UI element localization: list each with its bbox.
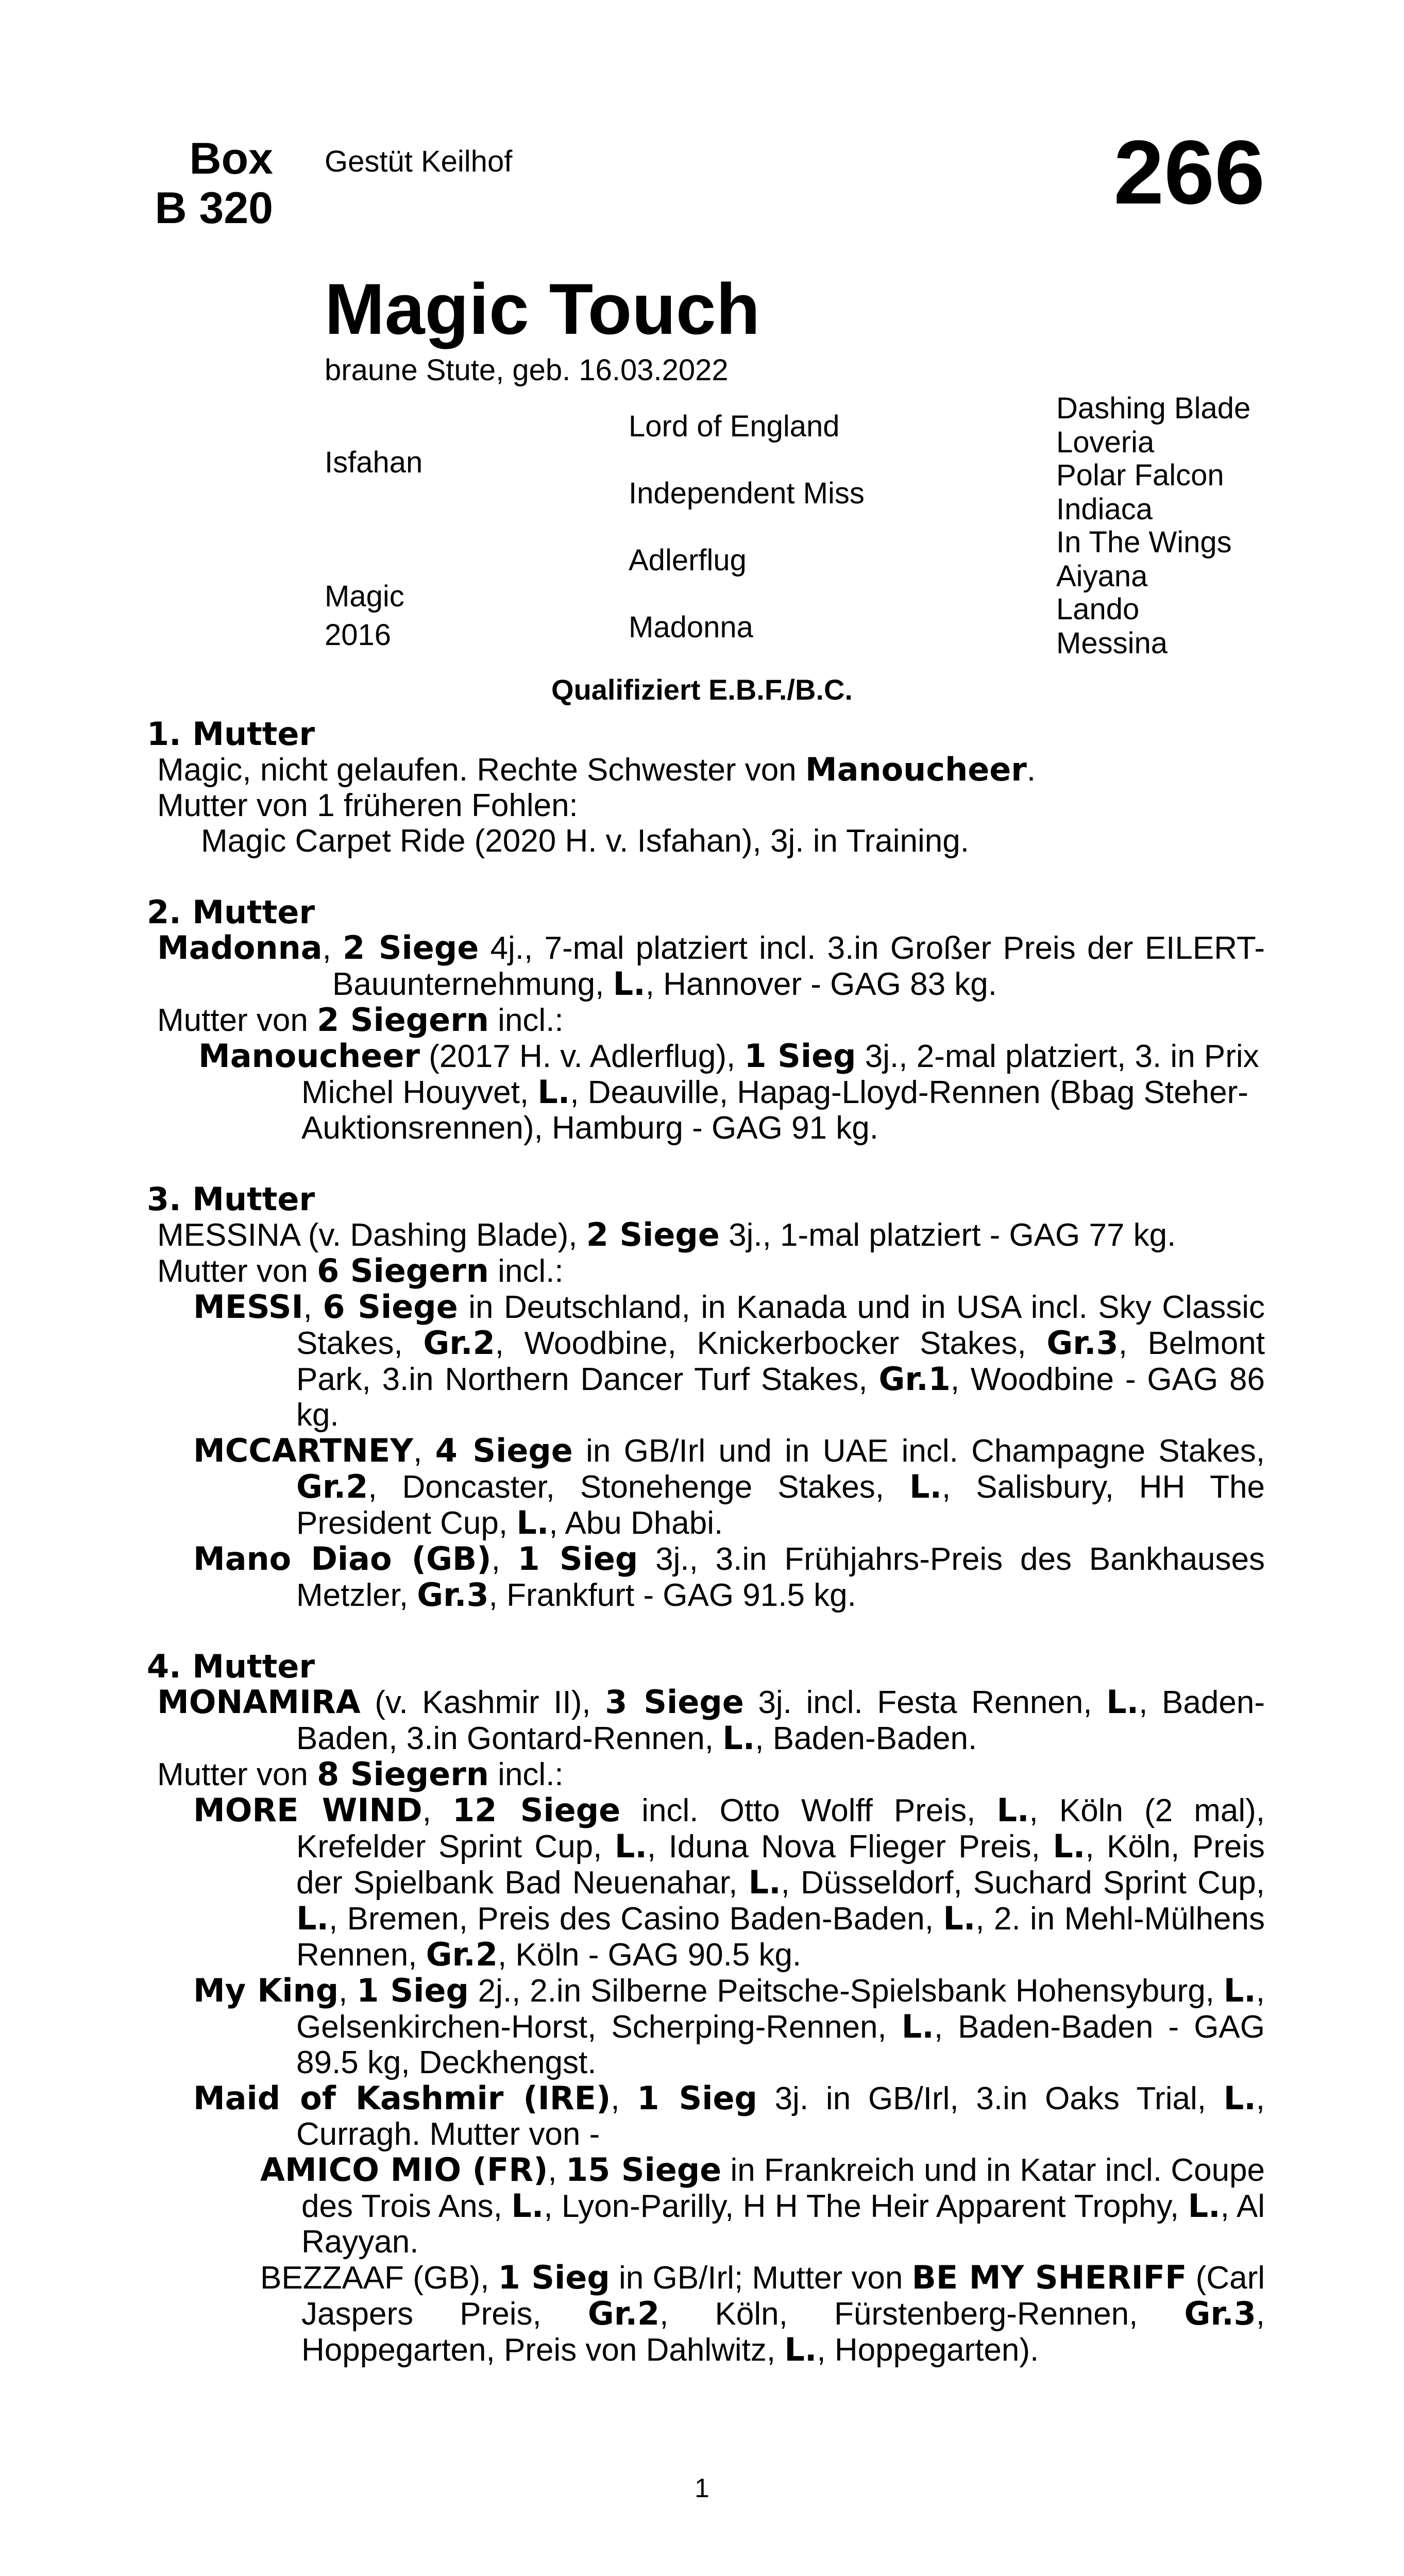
listed: L. — [614, 1827, 647, 1865]
offspring-name: Maid of Kashmir (IRE) — [193, 2079, 611, 2117]
listed: L. — [901, 2008, 934, 2045]
text: , Salisbury, HH The President Cup, — [296, 1469, 1265, 1541]
pedigree-g3-8: Messina — [1056, 626, 1168, 660]
text: , Köln - GAG 90.5 kg. — [497, 1937, 802, 1973]
text: Magic, nicht gelaufen. Rechte Schwester von — [157, 752, 805, 788]
offspring-name: Mano Diao (GB) — [193, 1540, 492, 1578]
text: , Woodbine - GAG 86 kg. — [296, 1362, 1265, 1433]
horse-description: braune Stute, geb. 16.03.2022 — [325, 353, 729, 387]
text: 3j., 2-mal platziert, 3. in Prix Michel Houyvet, — [301, 1039, 1259, 1110]
third-dam-produce — [147, 1253, 1265, 1289]
lot-number: 266 — [1113, 122, 1265, 223]
wins: 4 Siege — [435, 1432, 573, 1469]
second-dam-produce — [147, 1002, 1265, 1038]
winners-count: 8 Siegern — [317, 1755, 489, 1793]
pedigree-g3-6: Aiyana — [1056, 560, 1148, 593]
wins: 1 Sieg — [637, 2079, 757, 2117]
wins: 6 Siege — [323, 1288, 458, 1326]
text: , Woodbine, Knickerbocker Stakes, — [495, 1326, 1047, 1361]
group: Gr.2 — [426, 1936, 498, 1973]
pedigree-g3-1: Dashing Blade — [1056, 392, 1251, 425]
third-dam-heading: 3. Mutter — [147, 1180, 315, 1218]
group: Gr.2 — [587, 2295, 660, 2332]
first-dam-line-1 — [147, 752, 1265, 788]
wins: 12 Siege — [452, 1791, 621, 1829]
group: Gr.2 — [423, 1324, 495, 1362]
winners-count: 2 Siegern — [317, 1001, 489, 1039]
offspring-name: MCCARTNEY — [193, 1432, 414, 1469]
text: (2017 H. v. Adlerflug), — [419, 1039, 745, 1074]
pedigree-dam-dam: Madonna — [629, 611, 753, 644]
fourth-dam-heading: 4. Mutter — [147, 1648, 315, 1685]
fourth-dam-section — [147, 1649, 1265, 2368]
text: 3j., 3.in Frühjahrs-Preis des Bankhauses Metzler, — [296, 1541, 1265, 1613]
fourth-dam-offspring-3: Maid of Kashmir (IRE), 1 Sieg 3j. in GB/Irl, 3.in Oaks Trial, L., Curragh. Mutter von - — [193, 2079, 1265, 2152]
listed: L. — [784, 2331, 817, 2368]
wins: 2 Siege — [586, 1216, 720, 1253]
sibling-name: Manoucheer — [805, 751, 1027, 788]
first-dam-section — [147, 716, 1265, 859]
text: , Lyon-Parilly, H H The Heir Apparent Trophy, — [544, 2189, 1188, 2224]
pedigree-g3-4: Indiaca — [1056, 493, 1153, 526]
text: Mutter von — [157, 1003, 317, 1038]
second-dam-heading: 2. Mutter — [147, 893, 315, 931]
text: , Doncaster, Stonehenge Stakes, — [368, 1469, 909, 1505]
text: , Al Rayyan. — [301, 2189, 1265, 2260]
text: incl.: — [488, 1253, 564, 1289]
dam-name: MONAMIRA — [157, 1683, 361, 1721]
text: incl. Otto Wolff Preis, — [620, 1793, 997, 1828]
text: 2j., 2.in Silberne Peitsche-Spielsbank Hohensyburg, — [468, 1973, 1224, 2009]
listed: L. — [909, 1468, 942, 1505]
text: . — [1026, 752, 1036, 788]
text: , Hoppegarten). — [817, 2332, 1039, 2368]
first-dam-heading: 1. Mutter — [147, 715, 315, 753]
listed: L. — [511, 2187, 544, 2225]
text: 4j., 7-mal platziert incl. 3.in Großer Preis der EILERT-Bauunternehmung, — [332, 930, 1265, 1002]
first-dam-foal: Magic Carpet Ride (2020 H. v. Isfahan), 3j. in Training. — [201, 823, 969, 859]
listed: L. — [537, 1073, 570, 1111]
offspring-name: My King — [193, 1972, 339, 2009]
text: , Gelsenkirchen-Horst, Scherping-Rennen, — [296, 1973, 1265, 2045]
text: , Düsseldorf, Suchard Sprint Cup, — [781, 1865, 1265, 1901]
box-label — [129, 134, 273, 233]
text: in Frankreich und in Katar incl. Coupe des Trois Ans, — [301, 2153, 1265, 2224]
third-dam-record — [147, 1217, 1265, 1253]
pedigree-sire: Isfahan — [325, 446, 423, 479]
wins: 1 Sieg — [357, 1972, 469, 2009]
text: , Curragh. Mutter von - — [296, 2081, 1265, 2152]
pedigree-sire-dam: Independent Miss — [629, 477, 865, 510]
fourth-dam-produce — [147, 1756, 1265, 1792]
second-dam-record: Madonna, 2 Siege 4j., 7-mal platziert incl. 3.in Großer Preis der EILERT-Bauunternehmung, L., Hannover - GAG 83 kg. — [157, 929, 1265, 1003]
grandoffspring-name: BE MY SHERIFF — [911, 2259, 1187, 2296]
text: , Baden-Baden - GAG 89.5 kg, Deckhengst. — [296, 2009, 1265, 2080]
fourth-dam-grandoffspring-1: AMICO MIO (FR), 15 Siege in Frankreich und in Katar incl. Coupe des Trois Ans, L., Lyon-Parilly, H H The Heir Apparent Trophy, L., Al Rayyan. — [260, 2151, 1265, 2260]
page-number: 1 — [695, 2473, 709, 2503]
pedigree-dam: Magic — [325, 580, 404, 613]
text: , Köln, Preis der Spielbank Bad Neuenahar, — [296, 1829, 1265, 1901]
listed: L. — [1106, 1683, 1139, 1721]
text: , Hoppegarten, Preis von Dahlwitz, — [301, 2296, 1265, 2368]
second-dam-offspring — [147, 1038, 1265, 1146]
qualification: Qualifiziert E.B.F./B.C. — [551, 673, 853, 706]
text: in GB/Irl und in UAE incl. Champagne Stakes, — [572, 1433, 1265, 1469]
wins: 2 Siege — [343, 929, 479, 967]
text: (Carl Jaspers Preis, — [301, 2260, 1265, 2332]
listed: L. — [996, 1791, 1029, 1829]
third-dam-section — [147, 1181, 1265, 1613]
listed: L. — [296, 1900, 329, 1937]
text: Mutter von — [157, 1253, 317, 1289]
text: MESSINA (v. Dashing Blade), — [157, 1217, 586, 1253]
text: 3j. incl. Festa Rennen, — [743, 1685, 1107, 1720]
listed: L. — [1223, 1972, 1256, 2009]
fourth-dam-offspring-1: MORE WIND, 12 Siege incl. Otto Wolff Preis, L., Köln (2 mal), Krefelder Sprint Cup, L., Iduna Nova Flieger Preis, L., Köln, Preis der Spielbank Bad Neuenahar, L., Düsseldorf, Suchard Sprint Cup, L., Bremen, Preis des Casino Baden-Baden, L., 2. in Mehl-Mülhens Rennen, Gr.2, Köln - GAG 90.5 kg. — [193, 1791, 1265, 1973]
pedigree-dam-year: 2016 — [325, 618, 392, 652]
first-dam-line-2: Mutter von 1 früheren Fohlen: — [157, 788, 578, 823]
listed: L. — [722, 1719, 755, 1757]
text: incl.: — [488, 1003, 564, 1038]
text: Mutter von — [157, 1757, 317, 1792]
text: , Belmont Park, 3.in Northern Dancer Turf Stakes, — [296, 1326, 1265, 1397]
wins: 1 Sieg — [517, 1540, 638, 1578]
pedigree-dam-sire: Adlerflug — [629, 544, 747, 577]
pedigree-g3-5: In The Wings — [1056, 526, 1232, 559]
third-dam-offspring-2: MCCARTNEY, 4 Siege in GB/Irl und in UAE incl. Champagne Stakes, Gr.2, Doncaster, Stonehenge Stakes, L., Salisbury, HH The President Cup, L., Abu Dhabi. — [193, 1432, 1265, 1541]
pedigree-g3-7: Lando — [1056, 592, 1140, 626]
third-dam-offspring-1: MESSI, 6 Siege in Deutschland, in Kanada und in USA incl. Sky Classic Stakes, Gr.2, Woodbine, Knickerbocker Stakes, Gr.3, Belmont Park, 3.in Northern Dancer Turf Stakes, Gr.1, Woodbine - GAG 86 kg. — [193, 1288, 1265, 1433]
fourth-dam-grandoffspring-2 — [147, 2260, 1265, 2368]
wins: 3 Siege — [605, 1683, 744, 1721]
listed: L. — [943, 1900, 976, 1937]
fourth-dam-offspring-2: My King, 1 Sieg 2j., 2.in Silberne Peitsche-Spielsbank Hohensyburg, L., Gelsenkirchen-Horst, Scherping-Rennen, L., Baden-Baden - GAG 89.5 kg, Deckhengst. — [193, 1972, 1265, 2080]
text: (v. Kashmir II), — [360, 1685, 605, 1720]
offspring-name: Manoucheer — [198, 1037, 420, 1075]
group: Gr.3 — [1184, 2295, 1256, 2332]
horse-name: Magic Touch — [325, 268, 760, 349]
breeder: Gestüt Keilhof — [325, 145, 513, 178]
wins: 1 Sieg — [744, 1037, 856, 1075]
offspring-name: MESSI — [193, 1288, 303, 1326]
second-dam-section — [147, 894, 1265, 1146]
group: Gr.1 — [878, 1360, 951, 1398]
text: in Deutschland, in Kanada und in USA incl. Sky Classic Stakes, — [296, 1290, 1265, 1361]
text: BEZZAAF (GB), — [260, 2260, 498, 2296]
text: 3j., 1-mal platziert - GAG 77 kg. — [719, 1217, 1176, 1253]
wins: 15 Siege — [565, 2151, 722, 2189]
text: , Hannover - GAG 83 kg. — [645, 967, 997, 1002]
text: incl.: — [488, 1757, 564, 1792]
box-number: B 320 — [155, 183, 273, 233]
text: , Baden-Baden, 3.in Gontard-Rennen, — [296, 1685, 1265, 1756]
listed: L. — [1223, 2079, 1256, 2117]
group: Gr.3 — [417, 1576, 489, 1614]
winners-count: 6 Siegern — [317, 1252, 489, 1290]
offspring-name: MORE WIND — [193, 1791, 422, 1829]
box-word: Box — [189, 134, 273, 183]
grandoffspring-name: AMICO MIO (FR) — [260, 2151, 548, 2189]
dam-name: Madonna — [157, 929, 323, 967]
text: , Abu Dhabi. — [549, 1505, 723, 1541]
pedigree-g3-2: Loveria — [1056, 426, 1155, 459]
listed: L. — [1188, 2187, 1221, 2225]
text: , Köln, Fürstenberg-Rennen, — [659, 2296, 1185, 2332]
text: , Iduna Nova Flieger Preis, — [647, 1829, 1053, 1865]
text: , Baden-Baden. — [755, 1721, 977, 1756]
text: , Frankfurt - GAG 91.5 kg. — [488, 1578, 856, 1613]
third-dam-offspring-3: Mano Diao (GB), 1 Sieg 3j., 3.in Frühjahrs-Preis des Bankhauses Metzler, Gr.3, Frankfurt - GAG 91.5 kg. — [193, 1540, 1265, 1614]
listed: L. — [748, 1863, 781, 1901]
text: , Köln (2 mal), Krefelder Sprint Cup, — [296, 1793, 1265, 1865]
fourth-dam-record — [147, 1684, 1265, 1756]
pedigree-sire-sire: Lord of England — [629, 410, 840, 443]
text: in GB/Irl; Mutter von — [610, 2260, 912, 2296]
group: Gr.2 — [296, 1468, 368, 1505]
listed: L. — [613, 965, 646, 1003]
text: , Bremen, Preis des Casino Baden-Baden, — [329, 1901, 943, 1937]
wins: 1 Sieg — [498, 2259, 610, 2296]
listed: L. — [516, 1504, 549, 1541]
text: 3j. in GB/Irl, 3.in Oaks Trial, — [757, 2081, 1224, 2116]
text: , 2. in Mehl-Mülhens Rennen, — [296, 1901, 1265, 1973]
group: Gr.3 — [1046, 1324, 1119, 1362]
dam-line — [147, 716, 1265, 2368]
text: , Deauville, Hapag-Lloyd-Rennen (Bbag Steher-Auktionsrennen), Hamburg - GAG 91 kg. — [301, 1075, 1248, 1146]
listed: L. — [1053, 1827, 1086, 1865]
pedigree-g3-3: Polar Falcon — [1056, 459, 1224, 492]
